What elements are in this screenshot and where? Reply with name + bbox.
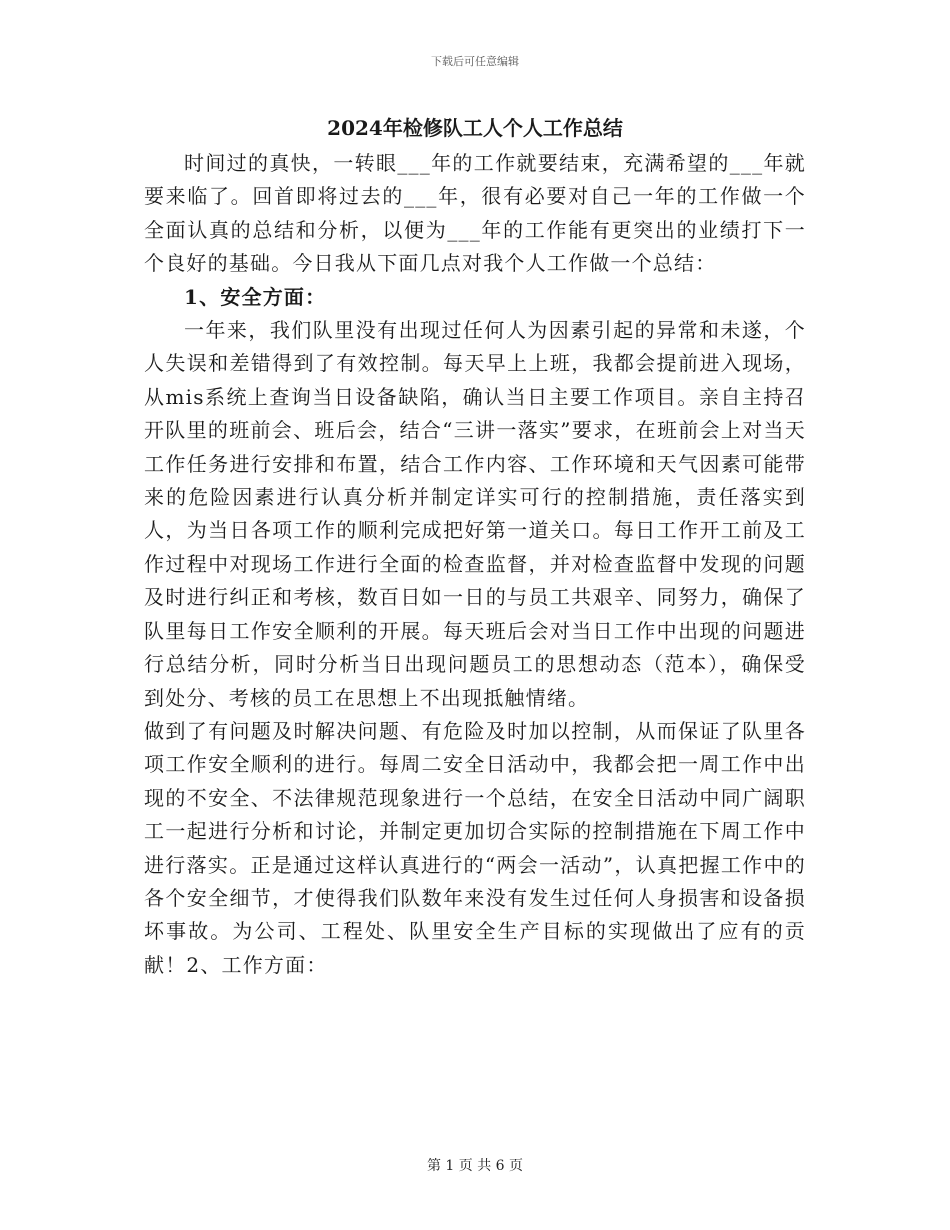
intro-paragraph: 时间过的真快，一转眼___年的工作就要结束，充满希望的___年就要来临了。回首即将过去的___年，很有必要对自己一年的工作做一个全面认真的总结和分析，以便为___年的工作能有更突出的业绩打下一个良好的基础。今日我从下面几点对我个人工作做一个总结：	[144, 151, 806, 276]
document-title: 2024年检修队工人个人工作总结	[327, 116, 623, 140]
safety-paragraph: 一年来，我们队里没有出现过任何人为因素引起的异常和未遂，个人失误和差错得到了有效控制。每天早上上班，我都会提前进入现场，从mis系统上查询当日设备缺陷，确认当日主要工作项目。亲自主持召开队里的班前会、班后会，结合“三讲一落实”要求，在班前会上对当天工作任务进行安排和布置，结合工作内容、工作环境和天气因素可能带来的危险因素进行认真分析并制定详实可行的控制措施，责任落实到人，为当日各项工作的顺利完成把好第一道关口。每日工作开工前及工作过程中对现场工作进行全面的检查监督，并对检查监督中发现的问题及时进行纠正和考核，数百日如一日的与员工共艰辛、同努力，确保了队里每日工作安全顺利的开展。每天班后会对当日工作中出现的问题进行总结分析，同时分析当日出现问题员工的思想动态（范本），确保受到处分、考核的员工在思想上不出现抵触情绪。	[144, 318, 806, 710]
page-header-note: 下载后可任意编辑	[431, 55, 519, 68]
safety-continuation-paragraph: 做到了有问题及时解决问题、有危险及时加以控制，从而保证了队里各项工作安全顺利的进行。每周二安全日活动中，我都会把一周工作中出现的不安全、不法律规范现象进行一个总结，在安全日活动中同广阔职工一起进行分析和讨论，并制定更加切合实际的控制措施在下周工作中进行落实。正是通过这样认真进行的“两会一活动”，认真把握工作中的各个安全细节，才使得我们队数年来没有发生过任何人身损害和设备损坏事故。为公司、工程处、队里安全生产目标的实现做出了应有的贡献！2、工作方面：	[144, 718, 806, 977]
section-heading-safety: 1、安全方面：	[184, 284, 327, 309]
document-body	[144, 112, 806, 982]
page-number: 第 1 页 共 6 页	[426, 1158, 524, 1174]
